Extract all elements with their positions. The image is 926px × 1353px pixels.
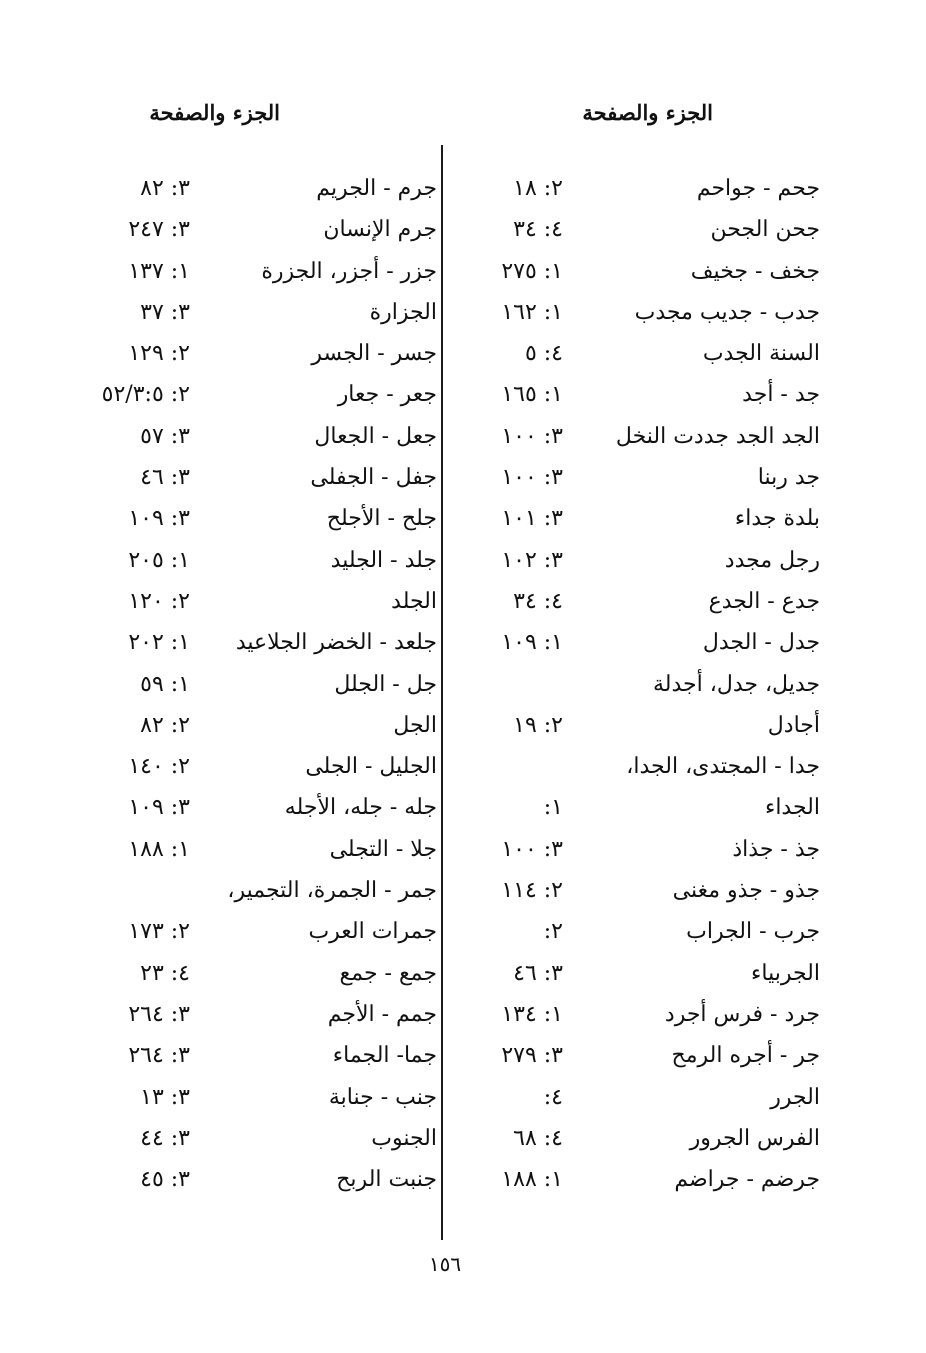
volume-page-ref: ١: ١٠٩: [501, 630, 563, 656]
index-row: [440, 333, 820, 374]
index-row: [17, 251, 437, 292]
index-entry: جمم - الأجم: [327, 1001, 437, 1027]
index-row: [440, 705, 820, 746]
index-entry: الجرر: [770, 1084, 820, 1110]
index-entry: بلدة جداء: [734, 506, 820, 532]
index-row: [440, 581, 820, 622]
index-entry: الجداء: [764, 795, 820, 821]
volume-page-ref: ١: ١٣٧: [128, 258, 190, 284]
index-row: [17, 1077, 437, 1118]
index-row: [17, 1118, 437, 1159]
index-row: [17, 870, 437, 911]
index-row: [440, 994, 820, 1035]
volume-page-ref: ٣: ٢٦٤: [128, 1043, 190, 1069]
index-row: [17, 953, 437, 994]
index-row: [440, 1035, 820, 1076]
index-entry: جرب - الجراب: [686, 919, 820, 945]
index-entry: جنبت الربح: [336, 1167, 437, 1193]
index-entry: جذ - جذاذ: [732, 836, 820, 862]
volume-page-ref: ١: ٢٠٥: [128, 547, 190, 573]
volume-page-ref: ٢:: [543, 919, 563, 945]
index-entry: جزر - أجزر، الجزرة: [261, 258, 437, 284]
column-header-right: الجزء والصفحة: [582, 100, 713, 125]
index-row: [440, 1118, 820, 1159]
index-entry: جعر - جعار: [337, 382, 437, 408]
index-entry: الفرس الجرور: [689, 1125, 820, 1151]
volume-page-ref: ٢: ١٢٩: [128, 341, 190, 367]
volume-page-ref: ٤: ٥: [524, 341, 563, 367]
index-row: [440, 787, 820, 828]
index-row: [17, 664, 437, 705]
index-entry: جلح - الأجلح: [326, 506, 437, 532]
index-entry: جد - أجد: [742, 382, 820, 408]
volume-page-ref: ٤: ٣٤: [513, 217, 563, 243]
index-row: [440, 457, 820, 498]
volume-page-ref: ٣: ١٠١: [501, 506, 563, 532]
index-row: [17, 705, 437, 746]
index-row: [17, 168, 437, 209]
volume-page-ref: ٣: ٣٧: [140, 299, 190, 325]
volume-page-ref: ٣: ١٣: [140, 1084, 190, 1110]
index-row: [17, 292, 437, 333]
volume-page-ref: ٢: ١١٤: [501, 878, 563, 904]
index-row: [17, 1035, 437, 1076]
index-entry: جما- الجماء: [332, 1043, 437, 1069]
index-row: [440, 870, 820, 911]
index-row: [17, 829, 437, 870]
index-entry: الجلد: [391, 588, 437, 614]
volume-page-ref: ٣: ١٠٢: [501, 547, 563, 573]
index-row: [17, 622, 437, 663]
index-row: [440, 209, 820, 250]
volume-page-ref: ٣: ٤٦: [513, 960, 563, 986]
volume-page-ref: ٤: ٣٤: [513, 588, 563, 614]
index-entry: جنب - جنابة: [328, 1084, 437, 1110]
index-row: [17, 1159, 437, 1200]
index-entry: جدع - الجدع: [708, 588, 820, 614]
index-row: [17, 787, 437, 828]
volume-page-ref: ٣: ١٠٩: [128, 506, 190, 532]
index-entry: جرم الإنسان: [323, 217, 437, 243]
volume-page-ref: ٣: ٢٤٧: [128, 217, 190, 243]
index-entry: جسر - الجسر: [311, 341, 437, 367]
index-row: [17, 416, 437, 457]
index-row: [17, 374, 437, 415]
volume-page-ref: ٣: ٤٤: [140, 1125, 190, 1151]
volume-page-ref: ٣: ٥٧: [140, 423, 190, 449]
index-entry: الجزارة: [369, 299, 437, 325]
index-row: [440, 292, 820, 333]
index-row: [17, 746, 437, 787]
index-entry: جلا - التجلى: [329, 836, 437, 862]
index-entry: جحن الجحن: [710, 217, 820, 243]
index-entry: جدل - الجدل: [702, 630, 820, 656]
index-entry: جديل، جدل، أجدلة: [652, 671, 820, 697]
index-column-right: [440, 168, 820, 1200]
index-row: [17, 540, 437, 581]
volume-page-ref: ١: ٢٧٥: [501, 258, 563, 284]
index-entry: جلد - الجليد: [330, 547, 437, 573]
index-entry: رجل مجدد: [724, 547, 820, 573]
index-row: [440, 416, 820, 457]
index-row: [440, 540, 820, 581]
index-row: [440, 168, 820, 209]
index-entry: الجليل - الجلى: [305, 754, 437, 780]
index-row: [17, 911, 437, 952]
volume-page-ref: ٤: ٦٨: [513, 1125, 563, 1151]
index-entry: جر - أجره الرمح: [671, 1043, 820, 1069]
index-row: [17, 333, 437, 374]
index-column-left: [17, 168, 437, 1200]
index-row: [440, 374, 820, 415]
volume-page-ref: ٣: ٢٦٤: [128, 1001, 190, 1027]
index-entry: جرضم - جراضم: [674, 1167, 820, 1193]
volume-page-ref: ٢: ١٩: [513, 712, 563, 738]
volume-page-ref: ٢: ١٢٠: [128, 588, 190, 614]
index-entry: جد ربنا: [757, 465, 820, 491]
volume-page-ref: ٢: ١٧٣: [128, 919, 190, 945]
index-row: [440, 911, 820, 952]
volume-page-ref: ٣: ٨٢: [140, 176, 190, 201]
column-header-left: الجزء والصفحة: [149, 100, 280, 125]
volume-page-ref: ١: ١٦٢: [501, 299, 563, 325]
index-entry: الجنوب: [371, 1125, 437, 1151]
volume-page-ref: ١: ٥٩: [140, 671, 190, 697]
volume-page-ref: ٣: ٤٥: [140, 1167, 190, 1193]
index-row: [17, 498, 437, 539]
index-entry: جعل - الجعال: [314, 423, 437, 449]
index-entry: جلعد - الخضر الجلاعيد: [235, 630, 437, 656]
index-entry: جحم - جواحم: [696, 176, 820, 201]
page-number: ١٥٦: [428, 1252, 462, 1276]
index-entry: الجربياء: [751, 960, 820, 986]
index-row: [440, 1159, 820, 1200]
index-row: [17, 209, 437, 250]
index-row: [440, 498, 820, 539]
index-row: [440, 622, 820, 663]
index-row: [440, 746, 820, 787]
index-entry: جدا - المجتدى، الجدا،: [626, 754, 820, 780]
index-row: [17, 457, 437, 498]
volume-page-ref: ٤:: [543, 1084, 563, 1110]
index-entry: جذو - جذو مغنى: [672, 878, 820, 904]
volume-page-ref: ٣: ٢٧٩: [501, 1043, 563, 1069]
volume-page-ref: ٢: ١٤٠: [128, 754, 190, 780]
index-entry: الجل: [393, 712, 437, 738]
volume-page-ref: ١: ٢٠٢: [128, 630, 190, 656]
index-row: [440, 664, 820, 705]
index-entry: الجد الجد جددت النخل: [615, 423, 820, 449]
index-row: [17, 581, 437, 622]
volume-page-ref: ١: ١٨٨: [501, 1167, 563, 1193]
volume-page-ref: ٢: ٥٢/٣:٥: [101, 382, 190, 408]
index-entry: جمر - الجمرة، التجمير،: [227, 878, 437, 904]
volume-page-ref: ١: ١٨٨: [128, 836, 190, 862]
index-entry: جمع - جمع: [339, 960, 437, 986]
index-entry: جدب - جديب مجدب: [634, 299, 820, 325]
volume-page-ref: ١: ١٦٥: [501, 382, 563, 408]
index-row: [440, 829, 820, 870]
volume-page-ref: ٣: ١٠٠: [501, 423, 563, 449]
index-row: [440, 953, 820, 994]
index-entry: السنة الجدب: [702, 341, 820, 367]
volume-page-ref: ٣: ١٠٠: [501, 836, 563, 862]
volume-page-ref: ٤: ٢٣: [140, 960, 190, 986]
volume-page-ref: ٣: ١٠٠: [501, 465, 563, 491]
index-entry: جله - جله، الأجله: [284, 795, 437, 821]
index-row: [440, 251, 820, 292]
index-entry: جمرات العرب: [308, 919, 437, 945]
index-entry: جرم - الجريم: [316, 176, 437, 201]
index-entry: جخف - جخيف: [690, 258, 820, 284]
index-entry: جرد - فرس أجرد: [664, 1001, 820, 1027]
index-row: [17, 994, 437, 1035]
volume-page-ref: ٣: ١٠٩: [128, 795, 190, 821]
index-entry: جفل - الجفلى: [310, 465, 437, 491]
volume-page-ref: ٣: ٤٦: [140, 465, 190, 491]
volume-page-ref: ١: ١٣٤: [501, 1001, 563, 1027]
index-entry: جل - الجلل: [334, 671, 437, 697]
index-entry: أجادل: [767, 712, 820, 738]
volume-page-ref: ١:: [543, 795, 563, 821]
index-row: [440, 1077, 820, 1118]
volume-page-ref: ٢: ١٨: [513, 176, 563, 201]
volume-page-ref: ٢: ٨٢: [140, 712, 190, 738]
